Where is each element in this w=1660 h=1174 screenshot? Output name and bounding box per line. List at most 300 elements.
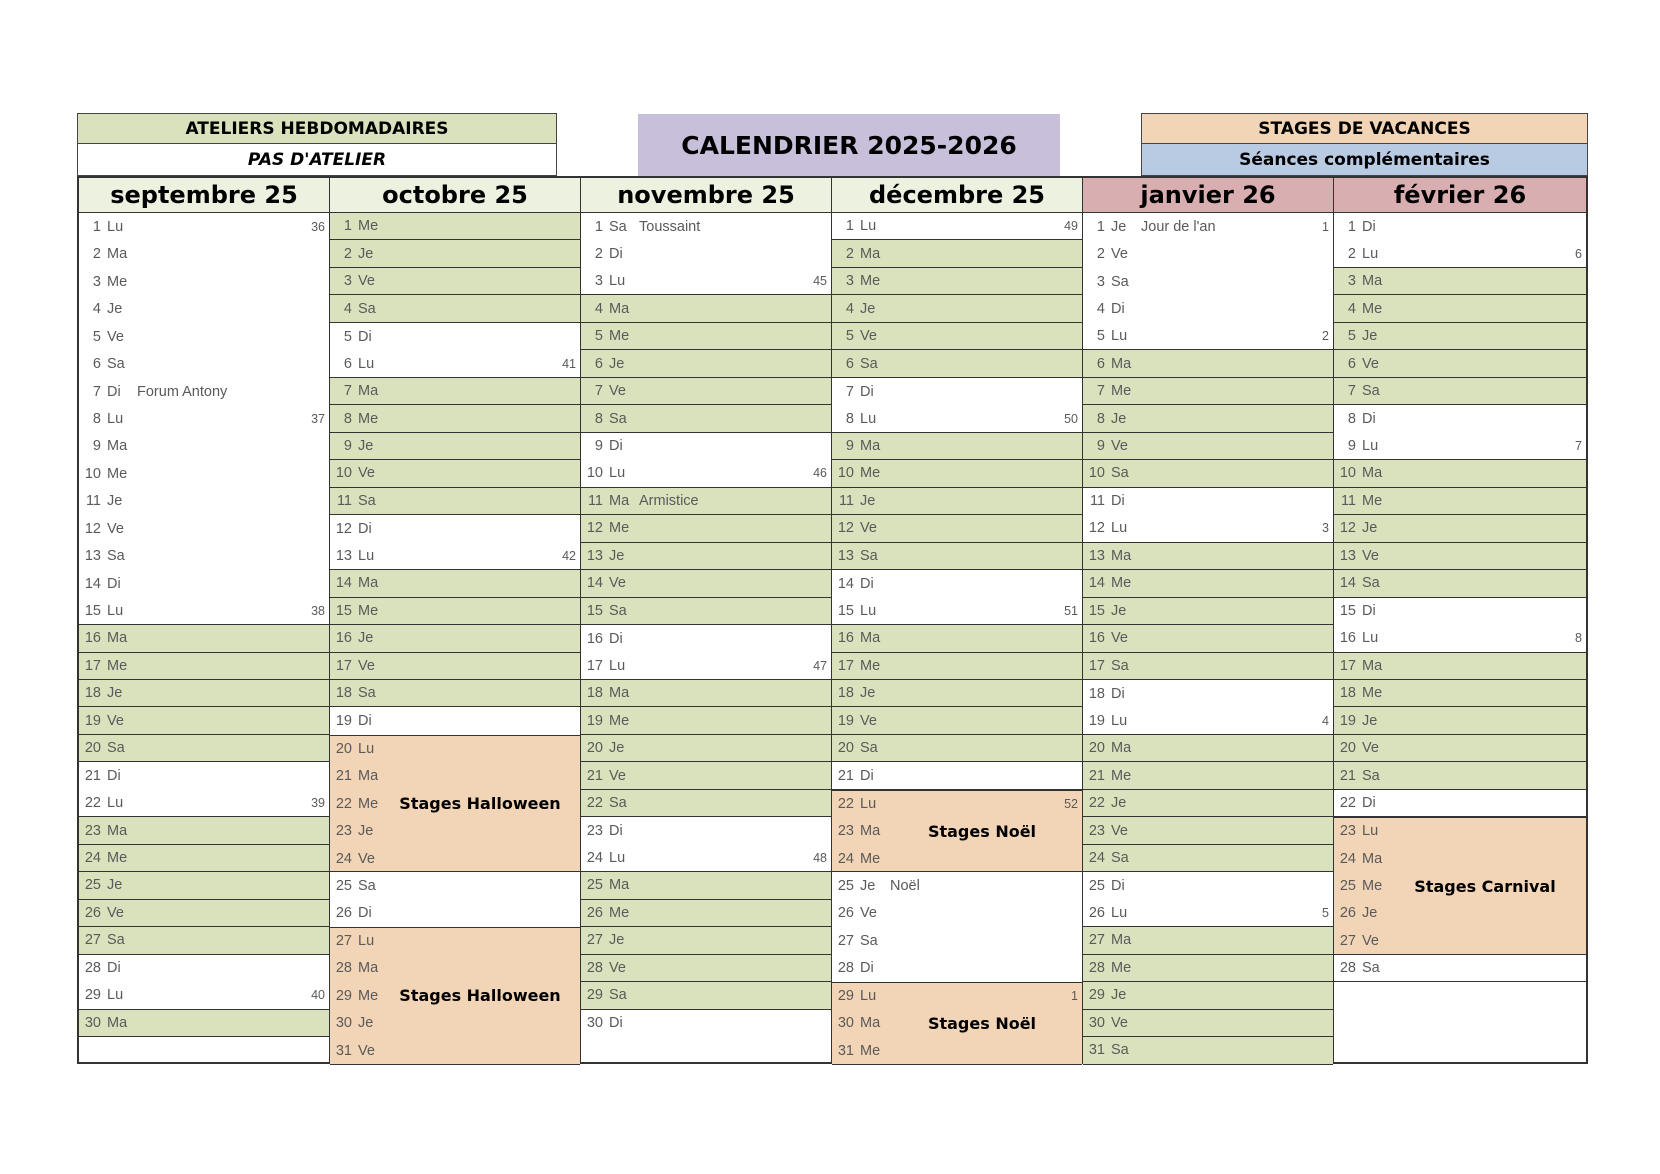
day-row (581, 1010, 831, 1037)
weekday: Sa (860, 740, 878, 757)
day-number: 28 (335, 960, 352, 977)
weekday: Ve (107, 904, 124, 921)
day-row (1083, 460, 1333, 487)
day-row (79, 405, 329, 432)
day-number: 1 (1347, 218, 1356, 235)
day-number: 2 (1347, 245, 1356, 262)
day-row (1083, 845, 1333, 872)
weekday: Sa (107, 932, 125, 949)
day-row (1083, 543, 1333, 570)
day-row (1334, 872, 1586, 899)
weekday: Di (860, 767, 874, 784)
weekday: Di (609, 246, 623, 263)
weekday: Me (1111, 383, 1132, 400)
weekday: Di (107, 960, 121, 977)
day-number: 19 (335, 713, 352, 730)
day-row (1083, 488, 1333, 515)
day-number: 7 (845, 383, 854, 400)
day-row (832, 213, 1082, 240)
day-row (79, 817, 329, 844)
day-number: 25 (1339, 877, 1356, 894)
weekday: Lu (1111, 904, 1128, 921)
day-row (1083, 570, 1333, 597)
weekday: Me (358, 410, 379, 427)
day-row (832, 872, 1082, 899)
day-row (581, 900, 831, 927)
weekday: Di (609, 438, 623, 455)
weekday: Je (1362, 328, 1378, 345)
day-number: 17 (837, 657, 854, 674)
day-number: 26 (84, 904, 101, 921)
day-row (330, 982, 580, 1009)
weekday: Sa (609, 410, 627, 427)
weekday: Je (358, 245, 374, 262)
day-number: 2 (1096, 246, 1105, 263)
week-number: 51 (1064, 603, 1078, 618)
day-number: 21 (586, 767, 603, 784)
month-column (1334, 178, 1586, 1062)
day-row (1334, 790, 1586, 817)
day-row (1334, 845, 1586, 872)
week-number: 37 (311, 412, 325, 427)
month-days (832, 213, 1082, 1065)
day-number: 11 (85, 493, 101, 510)
day-number: 27 (84, 932, 101, 949)
day-row (330, 295, 580, 322)
weekday: Je (609, 355, 625, 372)
day-row (330, 680, 580, 707)
day-row (1334, 927, 1586, 954)
day-row (1334, 653, 1586, 680)
day-row (832, 790, 1082, 817)
day-row (79, 625, 329, 652)
weekday: Me (1362, 685, 1383, 702)
week-number: 6 (1575, 246, 1582, 261)
day-row (1334, 405, 1586, 432)
weekday: Ve (860, 712, 877, 729)
weekday: Di (609, 1015, 623, 1032)
day-number: 15 (1088, 602, 1105, 619)
weekday: Lu (609, 850, 626, 867)
day-number: 27 (1339, 932, 1356, 949)
legend-no-workshop-label: PAS D'ATELIER (247, 149, 387, 170)
weekday: Di (358, 520, 372, 537)
weekday: Je (107, 301, 123, 318)
day-row (330, 405, 580, 432)
day-number: 26 (586, 904, 603, 921)
weekday: Me (609, 520, 630, 537)
day-number: 18 (586, 685, 603, 702)
day-row (79, 872, 329, 899)
day-row (330, 1037, 580, 1064)
day-row (581, 982, 831, 1009)
day-row (832, 488, 1082, 515)
weekday: Me (358, 987, 379, 1004)
weekday: Sa (107, 548, 125, 565)
month-header: octobre 25 (330, 178, 580, 213)
legend-weekly-label: ATELIERS HEBDOMADAIRES (185, 119, 449, 139)
day-row (581, 845, 831, 872)
day-row (79, 598, 329, 625)
weekday: Ma (860, 630, 881, 647)
week-number: 1 (1322, 219, 1329, 234)
day-number: 13 (837, 547, 854, 564)
day-row (832, 735, 1082, 762)
day-number: 12 (84, 520, 101, 537)
day-number: 23 (586, 823, 603, 840)
day-row (79, 323, 329, 350)
weekday: Je (107, 877, 123, 894)
weekday: Di (1362, 795, 1376, 812)
weekday: Ma (609, 492, 630, 509)
day-number: 5 (92, 328, 101, 345)
day-number: 22 (1088, 795, 1105, 812)
day-number: 25 (1088, 877, 1105, 894)
day-row (330, 515, 580, 542)
day-number: 29 (335, 987, 352, 1004)
day-row (1334, 707, 1586, 734)
day-number: 1 (343, 218, 352, 235)
day-number: 24 (1339, 850, 1356, 867)
weekday: Di (609, 630, 623, 647)
day-number: 11 (838, 492, 854, 509)
weekday: Di (358, 328, 372, 345)
day-number: 6 (845, 355, 854, 372)
month-header: septembre 25 (79, 178, 329, 213)
weekday: Ve (609, 575, 626, 592)
weekday: Sa (358, 300, 376, 317)
day-row (1083, 323, 1333, 350)
day-number: 10 (1088, 465, 1105, 482)
weekday: Ve (358, 657, 375, 674)
weekday: Ve (609, 959, 626, 976)
day-row (1334, 268, 1586, 295)
day-number: 23 (1088, 822, 1105, 839)
weekday: Ma (609, 685, 630, 702)
day-row (1334, 350, 1586, 377)
day-row (581, 350, 831, 377)
day-row (832, 707, 1082, 734)
day-row (1083, 405, 1333, 432)
day-event: Forum Antony (137, 383, 228, 400)
weekday: Ve (358, 273, 375, 290)
day-row (832, 570, 1082, 597)
weekday: Ve (1111, 1014, 1128, 1031)
day-number: 11 (1340, 492, 1356, 509)
month-column (832, 178, 1083, 1062)
day-number: 19 (1339, 712, 1356, 729)
day-number: 22 (1339, 795, 1356, 812)
day-row (581, 707, 831, 734)
day-row (330, 460, 580, 487)
day-number: 1 (594, 218, 603, 235)
weekday: Ma (358, 575, 379, 592)
weekday: Lu (358, 932, 375, 949)
page-title (638, 114, 1060, 176)
day-number: 20 (837, 740, 854, 757)
weekday: Me (1362, 492, 1383, 509)
weekday: Je (1111, 987, 1127, 1004)
week-number: 48 (813, 851, 827, 866)
day-number: 29 (586, 987, 603, 1004)
day-event: Toussaint (639, 218, 701, 235)
week-number: 50 (1064, 411, 1078, 426)
day-row (330, 543, 580, 570)
day-row (581, 515, 831, 542)
weekday: Ma (860, 1015, 881, 1032)
day-row (330, 790, 580, 817)
day-row (330, 900, 580, 927)
day-row (1083, 1037, 1333, 1064)
day-number: 31 (335, 1042, 352, 1059)
day-row (832, 295, 1082, 322)
weekday: Ve (358, 850, 375, 867)
weekday: Lu (107, 602, 124, 619)
day-row (581, 488, 831, 515)
weekday: Ma (1362, 465, 1383, 482)
day-number: 9 (343, 437, 352, 454)
month-header: décembre 25 (832, 178, 1082, 213)
weekday: Je (358, 437, 374, 454)
weekday: Ve (860, 520, 877, 537)
day-number: 11 (587, 492, 603, 509)
weekday: Di (107, 383, 121, 400)
day-row (1334, 735, 1586, 762)
holiday-stage-label: Stages Halloween (399, 794, 561, 814)
weekday: Sa (609, 602, 627, 619)
day-number: 6 (594, 355, 603, 372)
day-number: 13 (1339, 547, 1356, 564)
day-row (832, 350, 1082, 377)
weekday: Lu (860, 218, 877, 235)
weekday: Ve (358, 465, 375, 482)
day-number: 14 (84, 575, 101, 592)
day-row (330, 707, 580, 734)
week-number: 39 (311, 796, 325, 811)
weekday: Sa (860, 932, 878, 949)
day-row (1334, 762, 1586, 789)
day-number: 8 (343, 410, 352, 427)
holiday-stage-label: Stages Noël (927, 1013, 1037, 1033)
weekday: Ve (1111, 246, 1128, 263)
day-number: 11 (336, 492, 352, 509)
day-number: 5 (845, 328, 854, 345)
day-row (832, 845, 1082, 872)
day-number: 21 (837, 767, 854, 784)
weekday: Lu (609, 657, 626, 674)
day-row (1083, 982, 1333, 1009)
day-row (581, 433, 831, 460)
weekday: Di (1362, 218, 1376, 235)
day-row (330, 625, 580, 652)
day-row (330, 240, 580, 267)
weekday: Sa (860, 355, 878, 372)
day-row (79, 1010, 329, 1037)
month-header: novembre 25 (581, 178, 831, 213)
day-number: 25 (84, 877, 101, 894)
day-number: 29 (84, 987, 101, 1004)
weekday: Sa (107, 740, 125, 757)
day-row (79, 378, 329, 405)
day-number: 14 (335, 575, 352, 592)
day-number: 24 (335, 850, 352, 867)
weekday: Lu (1362, 823, 1379, 840)
weekday: Ve (860, 328, 877, 345)
day-row (79, 790, 329, 817)
week-number: 47 (813, 658, 827, 673)
day-number: 21 (1339, 767, 1356, 784)
day-row (79, 268, 329, 295)
weekday: Ve (609, 767, 626, 784)
day-row (330, 762, 580, 789)
legend-no-workshop (77, 143, 557, 176)
weekday: Ma (1362, 850, 1383, 867)
weekday: Sa (1111, 657, 1129, 674)
day-number: 10 (837, 465, 854, 482)
day-row (1334, 488, 1586, 515)
day-row (79, 433, 329, 460)
day-row (832, 323, 1082, 350)
day-row (832, 1037, 1082, 1064)
day-number: 19 (84, 712, 101, 729)
week-number: 4 (1322, 713, 1329, 728)
day-number: 16 (586, 630, 603, 647)
day-number: 4 (343, 300, 352, 317)
weekday: Ma (609, 877, 630, 894)
weekday: Lu (107, 795, 124, 812)
day-row (832, 927, 1082, 954)
day-number: 10 (335, 465, 352, 482)
day-number: 23 (84, 822, 101, 839)
weekday: Je (860, 685, 876, 702)
weekday: Ve (1362, 355, 1379, 372)
day-row (1083, 598, 1333, 625)
weekday: Lu (609, 273, 626, 290)
day-row (1334, 955, 1586, 982)
day-number: 12 (586, 520, 603, 537)
weekday: Ma (1111, 547, 1132, 564)
day-row (581, 570, 831, 597)
weekday: Sa (358, 877, 376, 894)
day-number: 27 (837, 932, 854, 949)
day-number: 17 (335, 657, 352, 674)
day-number: 26 (1339, 905, 1356, 922)
day-event: Noël (890, 877, 920, 894)
day-row (330, 433, 580, 460)
weekday: Ma (107, 246, 128, 263)
day-number: 15 (84, 602, 101, 619)
weekday: Di (1362, 411, 1376, 428)
weekday: Je (609, 547, 625, 564)
day-row (79, 982, 329, 1009)
weekday: Di (107, 768, 121, 785)
weekday: Sa (1111, 1042, 1129, 1059)
day-row (1083, 268, 1333, 295)
week-number: 8 (1575, 631, 1582, 646)
day-row (1083, 515, 1333, 542)
day-row (1083, 707, 1333, 734)
weekday: Lu (1111, 520, 1128, 537)
day-number: 27 (586, 932, 603, 949)
day-number: 18 (335, 685, 352, 702)
weekday: Lu (107, 411, 124, 428)
weekday: Ve (1362, 547, 1379, 564)
day-number: 1 (92, 218, 101, 235)
day-row (1334, 625, 1586, 652)
day-row (79, 543, 329, 570)
day-row (1083, 625, 1333, 652)
month-column (1083, 178, 1334, 1062)
day-number: 26 (837, 905, 854, 922)
day-row (1334, 323, 1586, 350)
weekday: Me (107, 465, 128, 482)
day-number: 10 (84, 465, 101, 482)
weekday: Je (609, 740, 625, 757)
day-number: 7 (594, 383, 603, 400)
day-row (832, 1010, 1082, 1037)
weekday: Di (1111, 877, 1125, 894)
weekday: Je (358, 1015, 374, 1032)
weekday: Lu (358, 547, 375, 564)
weekday: Ve (1111, 437, 1128, 454)
weekday: Ma (860, 437, 881, 454)
weekday: Ma (1362, 273, 1383, 290)
weekday: Di (1111, 685, 1125, 702)
weekday: Me (1362, 300, 1383, 317)
day-row (581, 405, 831, 432)
day-row (581, 295, 831, 322)
day-row (832, 625, 1082, 652)
day-number: 24 (84, 850, 101, 867)
weekday: Ma (107, 1014, 128, 1031)
weekday: Me (609, 712, 630, 729)
day-number: 25 (586, 877, 603, 894)
day-number: 30 (1088, 1014, 1105, 1031)
day-row (1083, 433, 1333, 460)
week-number: 3 (1322, 521, 1329, 536)
weekday: Je (1362, 905, 1378, 922)
day-row (1083, 240, 1333, 267)
week-number: 1 (1071, 988, 1078, 1003)
week-number: 36 (311, 219, 325, 234)
day-number: 12 (837, 520, 854, 537)
weekday: Me (358, 602, 379, 619)
weekday: Je (860, 300, 876, 317)
legend-extra-label: Séances complémentaires (1239, 149, 1490, 170)
day-row (1334, 515, 1586, 542)
day-row (330, 323, 580, 350)
day-number: 18 (1088, 685, 1105, 702)
day-row (581, 240, 831, 267)
day-number: 8 (594, 410, 603, 427)
day-number: 28 (1339, 959, 1356, 976)
weekday: Ma (860, 245, 881, 262)
day-row (1334, 900, 1586, 927)
day-row (330, 927, 580, 954)
day-row (1334, 378, 1586, 405)
day-number: 19 (586, 712, 603, 729)
day-row (1334, 817, 1586, 844)
day-number: 6 (1096, 355, 1105, 372)
day-number: 8 (92, 411, 101, 428)
day-number: 8 (1347, 411, 1356, 428)
weekday: Je (1111, 602, 1127, 619)
weekday: Ma (1362, 657, 1383, 674)
weekday: Ve (609, 383, 626, 400)
day-number: 30 (335, 1015, 352, 1032)
weekday: Lu (860, 410, 877, 427)
day-number: 9 (92, 438, 101, 455)
